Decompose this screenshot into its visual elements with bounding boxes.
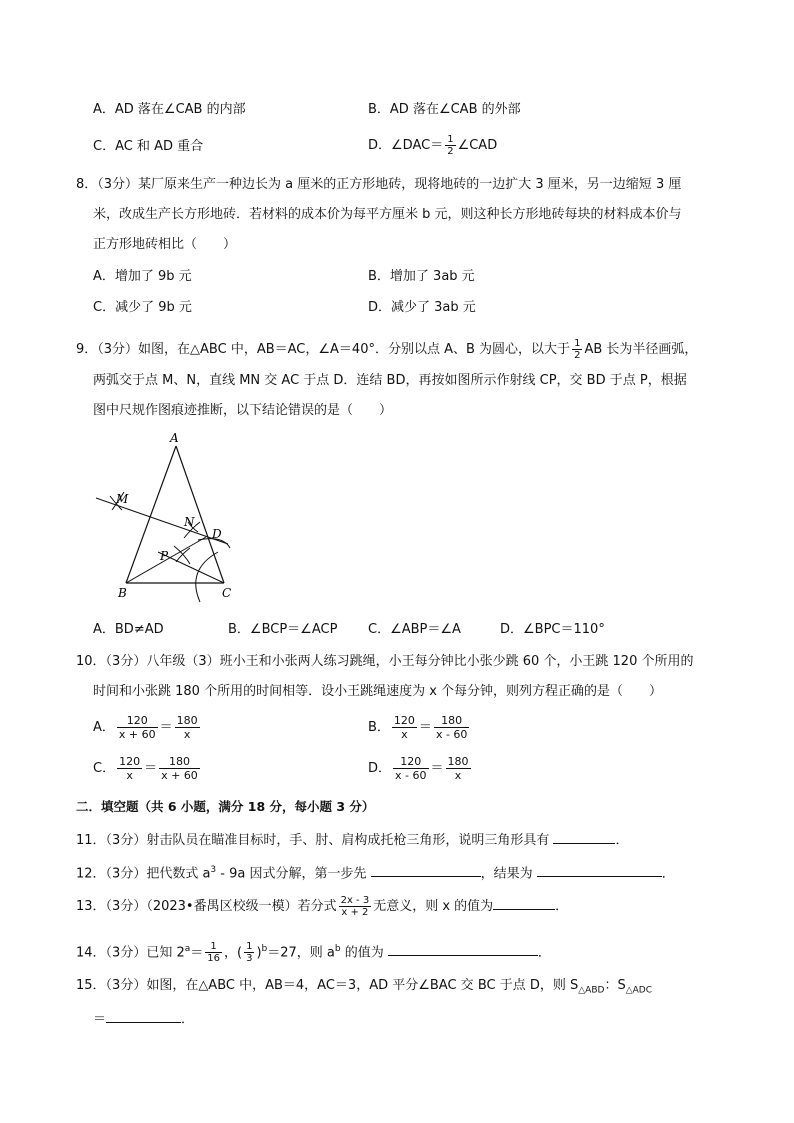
- q9-option-a: A．BD≠AD: [93, 622, 164, 637]
- q7-option-b: B．AD 落在∠CAB 的外部: [368, 102, 521, 117]
- q9-option-d: D．∠BPC＝110°: [500, 622, 605, 637]
- q8-line-1: 8．（3分）某厂原来生产一种边长为 a 厘米的正方形地砖，现将地砖的一边扩大 3 厘米，另一边缩短 3 厘: [76, 177, 682, 192]
- q9-line-2: 两弧交于点 M、N，直线 MN 交 AC 于点 D．连结 BD，再按如图所示作射线 CP，交 BD 于点 P，根据: [93, 373, 687, 388]
- q9-option-c: C．∠ABP＝∠A: [368, 622, 461, 637]
- q7-option-d: D．∠DAC＝ $\frac{1}{2}$ ∠CAD: [368, 134, 498, 157]
- label-d: D: [212, 527, 222, 541]
- triangle-construction-figure: [88, 430, 248, 605]
- q8-line-2: 米，改成生产长方形地砖．若材料的成本价为每平方厘米 b 元，则这种长方形地砖每块的材料成本价与: [93, 207, 682, 222]
- fraction: $\frac{1}{2}$: [574, 338, 581, 361]
- answer-blank: [371, 862, 481, 877]
- q8-option-c: C．减少了 9b 元: [93, 300, 192, 315]
- q9-option-b: B．∠BCP＝∠ACP: [228, 622, 338, 637]
- q10-line-2: 时间和小张跳 180 个所用的时间相等．设小王跳绳速度为 x 个每分钟，则列方程正确的是（ ）: [93, 684, 663, 699]
- label-a: A: [170, 431, 179, 445]
- q8-option-b: B．增加了 3ab 元: [368, 269, 475, 284]
- q13: 13．（3分）（2023•番禺区校级一模）若分式 $\frac{2x - 3}{x + 2}$ 无意义，则 x 的值为 ．: [76, 895, 569, 918]
- label-b: B: [118, 586, 127, 600]
- q10-option-a: A． $\frac{120}{x + 60}$ ＝ $\frac{180}{x}$: [93, 714, 198, 741]
- q9-line-1: 9．（3分）如图，在△ABC 中，AB＝AC，∠A＝40°．分别以点 A、B 为圆心，以大于 $\frac{1}{2}$ AB 长为半径画弧，: [76, 338, 698, 361]
- q8-option-a: A．增加了 9b 元: [93, 269, 192, 284]
- q10-option-d: D． $\frac{120}{x - 60}$ ＝ $\frac{180}{x}$: [368, 755, 469, 782]
- q7-option-a: A．AD 落在∠CAB 的内部: [93, 102, 246, 117]
- label-p: P: [160, 549, 169, 563]
- q8-option-d: D．减少了 3ab 元: [368, 300, 476, 315]
- label-m: M: [116, 492, 129, 506]
- q12: 12．（3分）把代数式 $a^3 - 9a$ 因式分解，第一步先 ，结果为 ．: [76, 860, 675, 884]
- q10-line-1: 10．（3分）八年级（3）班小王和小张两人练习跳绳，小王每分钟比小张少跳 60 个，小王跳 120 个所用的: [76, 654, 694, 669]
- q15-line-2: ＝ ．: [93, 1008, 194, 1030]
- answer-blank: [106, 1008, 181, 1023]
- answer-blank: [553, 829, 615, 844]
- q14: 14．（3分）已知 $2^a=$ $\frac{1}{16}$ ，( $\frac{1}{3}$ )$^b$＝27，则 $a^b$ 的值为 ．: [76, 941, 551, 965]
- label-n: N: [184, 515, 195, 529]
- q8-line-3: 正方形地砖相比（ ）: [93, 237, 237, 252]
- q15-line-1: 15．（3分）如图，在△ABC 中，AB＝4，AC＝3，AD 平分∠BAC 交 BC 于点 D，则 $S_{\triangle ABD}$：$S_{\triangle ADC}$: [76, 978, 652, 996]
- answer-blank: [388, 941, 538, 956]
- q10-option-c: C． $\frac{120}{x}$ ＝ $\frac{180}{x + 60}$: [93, 755, 198, 782]
- label-c: C: [222, 586, 232, 600]
- answer-blank: [537, 862, 662, 877]
- section-heading: 二．填空题（共 6 小题，满分 18 分，每小题 3 分）: [76, 799, 375, 814]
- q11: 11．（3分）射击队员在瞄准目标时，手、肘、肩构成托枪三角形，说明三角形具有 ．: [76, 829, 628, 851]
- q7-option-c: C．AC 和 AD 重合: [93, 139, 204, 154]
- q10-option-b: B． $\frac{120}{x}$ ＝ $\frac{180}{x - 60}$: [368, 714, 468, 741]
- answer-blank: [493, 895, 555, 910]
- fraction: $\frac{1}{2}$: [447, 134, 454, 157]
- q9-line-3: 图中尺规作图痕迹推断，以下结论错误的是（ ）: [93, 403, 393, 418]
